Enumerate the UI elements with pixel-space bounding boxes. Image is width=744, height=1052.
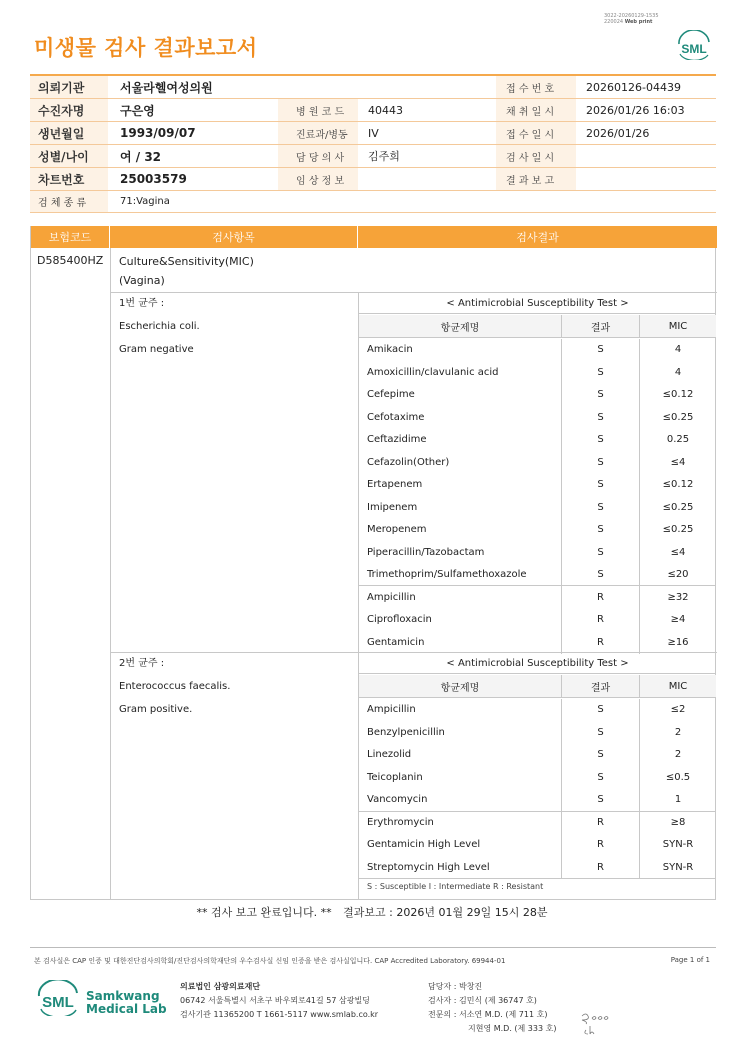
- header-test-item: 검사항목: [110, 226, 358, 248]
- drug-result: S: [562, 789, 640, 812]
- ast-row: [359, 406, 716, 429]
- test-item-specimen: (Vagina): [119, 274, 165, 287]
- drug-result: S: [562, 339, 640, 362]
- ast-row: [359, 744, 716, 767]
- ast-row: [359, 564, 716, 587]
- label-birth-date: 생년월일: [30, 122, 108, 144]
- staff-info: [428, 980, 556, 1036]
- value-patient-name: 구은영: [120, 103, 155, 118]
- drug-mic: ≤0.25: [662, 501, 694, 513]
- label-chart-number: 차트번호: [30, 168, 108, 190]
- value-result-report: [576, 168, 716, 190]
- lab-name: [86, 990, 167, 1016]
- label-clinical-info: 임 상 정 보: [278, 168, 358, 190]
- column-mic: MIC: [668, 680, 688, 692]
- drug-result: R: [562, 586, 640, 609]
- drug-name: Meropenem: [359, 519, 562, 542]
- info-row: [30, 191, 716, 213]
- value-sex-age: 여 / 32: [120, 149, 162, 164]
- drug-name: Imipenem: [359, 496, 562, 519]
- susceptible-resistant-divider: [359, 811, 716, 812]
- sml-logo-icon: [676, 30, 712, 60]
- column-divider: [110, 248, 111, 900]
- drug-mic: ≥32: [667, 591, 689, 603]
- drug-name: Cefepime: [359, 384, 562, 407]
- value-collection-time: 2026/01/26 16:03: [586, 103, 685, 117]
- drug-name: Linezolid: [359, 744, 562, 767]
- ast-row: [359, 474, 716, 497]
- organism-name: Escherichia coli.: [119, 321, 200, 332]
- drug-name: Erythromycin: [359, 811, 562, 834]
- drug-name: Vancomycin: [359, 789, 562, 812]
- label-department: 진료과/병동: [278, 122, 358, 144]
- ast-row: [359, 496, 716, 519]
- ast-row: [359, 721, 716, 744]
- staff-specialist-1: 전문의 : 서소연 M.D. (제 711 호): [428, 1010, 548, 1019]
- label-test-date: 검 사 일 시: [496, 145, 576, 167]
- drug-mic: ≤0.25: [662, 411, 694, 423]
- value-accession-number: 20260126-04439: [586, 80, 681, 94]
- ast-column-header: [359, 315, 716, 338]
- drug-result: S: [562, 474, 640, 497]
- drug-result: S: [562, 451, 640, 474]
- header-insurance-code: 보험코드: [31, 226, 110, 248]
- drug-name: Ampicillin: [359, 699, 562, 722]
- patient-info-table: [30, 74, 716, 213]
- drug-name: Trimethoprim/Sulfamethoxazole: [359, 564, 562, 587]
- column-drug: 항균제명: [359, 315, 562, 337]
- drug-mic: ≤20: [667, 569, 689, 581]
- completion-line: [0, 904, 744, 920]
- info-row: [30, 145, 716, 168]
- organism-2: [119, 652, 230, 721]
- drug-mic: ≤0.12: [662, 389, 694, 401]
- foundation-contact: 검사기관 11365200 T 1661-5117 www.smlab.co.kr: [180, 1010, 379, 1019]
- value-specimen-type: 71:Vagina: [120, 196, 170, 207]
- organism-name: Enterococcus faecalis.: [119, 681, 231, 692]
- ast-row: [359, 384, 716, 407]
- foundation-info: [180, 980, 378, 1022]
- header-test-result: 검사결과: [516, 231, 559, 244]
- drug-mic: ≤0.12: [662, 479, 694, 491]
- test-item-name: Culture&Sensitivity(MIC): [119, 255, 254, 268]
- report-time: 결과보고 : 2026년 01월 29일 15시 28분: [343, 906, 548, 919]
- drug-result: R: [562, 811, 640, 834]
- ast-row: [359, 789, 716, 812]
- drug-name: Teicoplanin: [359, 766, 562, 789]
- drug-result: S: [562, 429, 640, 452]
- drug-result: S: [562, 564, 640, 587]
- drug-result: R: [562, 631, 640, 654]
- drug-result: S: [562, 744, 640, 767]
- insurance-code: D585400HZ: [37, 254, 104, 267]
- ast-row: [359, 609, 716, 632]
- drug-result: S: [562, 541, 640, 564]
- drug-result: R: [562, 609, 640, 632]
- column-result: 결과: [562, 315, 640, 337]
- results-table: [30, 226, 716, 900]
- organism-gram: Gram negative: [119, 344, 194, 355]
- drug-name: Ertapenem: [359, 474, 562, 497]
- results-header: [31, 226, 717, 248]
- drug-mic: 4: [674, 344, 682, 356]
- drug-mic: ≥8: [670, 816, 686, 828]
- drug-name: Cefazolin(Other): [359, 451, 562, 474]
- cap-accreditation: 본 검사실은 CAP 인증 및 대한진단검사의학회/진단검사의학재단의 우수검사실 신임 인증을 받은 검사실입니다. CAP Accredited Laboratory. 69944-01: [34, 957, 506, 965]
- test-item: [119, 252, 254, 290]
- value-department: IV: [368, 126, 379, 140]
- ast-row: [359, 361, 716, 384]
- drug-mic: ≥4: [670, 614, 686, 626]
- label-accession-number: 접 수 번 호: [496, 76, 576, 98]
- ast-row: [359, 429, 716, 452]
- drug-mic: ≤0.5: [665, 771, 691, 783]
- drug-result: S: [562, 519, 640, 542]
- ast-row: [359, 451, 716, 474]
- label-hospital-code: 병 원 코 드: [278, 99, 358, 121]
- result-legend: S : Susceptible I : Intermediate R : Resistant: [367, 882, 544, 891]
- value-receipt-date: 2026/01/26: [586, 126, 650, 140]
- lab-name-line2: Medical Lab: [86, 1002, 167, 1016]
- drug-mic: SYN-R: [662, 839, 694, 851]
- drug-name: Ceftazidime: [359, 429, 562, 452]
- drug-result: S: [562, 361, 640, 384]
- value-clinical-info: [358, 168, 496, 190]
- drug-name: Gentamicin High Level: [359, 834, 562, 857]
- info-row: [30, 99, 716, 122]
- drug-name: Piperacillin/Tazobactam: [359, 541, 562, 564]
- ast-row: [359, 766, 716, 789]
- foundation-address: 06742 서울특별시 서초구 바우뫼로41길 57 삼광빌딩: [180, 996, 370, 1005]
- drug-mic: ≤4: [670, 546, 686, 558]
- drug-result: S: [562, 496, 640, 519]
- drug-mic: 2: [674, 749, 682, 761]
- drug-mic: ≤0.25: [662, 524, 694, 536]
- label-specimen-type: 검 체 종 류: [30, 191, 108, 212]
- ast-row: [359, 586, 716, 609]
- label-physician: 담 당 의 사: [278, 145, 358, 167]
- drug-result: R: [562, 856, 640, 879]
- drug-result: S: [562, 766, 640, 789]
- info-row: [30, 122, 716, 145]
- organism-gram: Gram positive.: [119, 704, 193, 715]
- ast-row: [359, 699, 716, 722]
- ast-row: [359, 519, 716, 542]
- drug-name: Ciprofloxacin: [359, 609, 562, 632]
- drug-mic: 2: [674, 726, 682, 738]
- ast-row: [359, 856, 716, 879]
- ast-title: < Antimicrobial Susceptibility Test >: [359, 293, 716, 314]
- drug-mic: ≥16: [667, 636, 689, 648]
- web-print-label: Web print: [624, 19, 653, 25]
- drug-name: Gentamicin: [359, 631, 562, 654]
- label-sex-age: 성별/나이: [30, 145, 108, 167]
- ast-row: [359, 811, 716, 834]
- organism-label: 2번 균주 :: [119, 658, 165, 669]
- drug-result: S: [562, 699, 640, 722]
- organism-1: [119, 292, 200, 361]
- drug-result: S: [562, 721, 640, 744]
- report-complete-text: ** 검사 보고 완료입니다. **: [196, 906, 332, 919]
- value-test-date: [576, 145, 716, 167]
- drug-result: S: [562, 384, 640, 407]
- label-patient-name: 수진자명: [30, 99, 108, 121]
- page-title: 미생물 검사 결과보고서: [34, 36, 258, 60]
- staff-tester: 검사자 : 김민식 (제 36747 호): [428, 996, 537, 1005]
- ast-row: [359, 541, 716, 564]
- drug-mic: 1: [674, 794, 682, 806]
- staff-manager: 담당자 : 박창진: [428, 982, 483, 991]
- drug-mic: ≤4: [670, 456, 686, 468]
- drug-name: Ampicillin: [359, 586, 562, 609]
- info-row: [30, 168, 716, 191]
- drug-result: R: [562, 834, 640, 857]
- label-requesting-institution: 의뢰기관: [30, 76, 108, 98]
- signature-icon: [578, 1008, 614, 1038]
- column-mic: MIC: [668, 320, 688, 332]
- sml-logo-icon: [36, 980, 80, 1016]
- drug-mic: 4: [674, 366, 682, 378]
- report-reference: [604, 13, 659, 25]
- page-number: Page 1 of 1: [670, 956, 710, 964]
- value-birth-date: 1993/09/07: [120, 126, 196, 140]
- drug-name: Cefotaxime: [359, 406, 562, 429]
- value-requesting-institution: 서울라헬여성의원: [120, 80, 213, 95]
- column-drug: 항균제명: [359, 675, 562, 697]
- ast-column-header: [359, 675, 716, 698]
- staff-specialist-2: 지현영 M.D. (제 333 호): [468, 1024, 557, 1033]
- ast-row: [359, 834, 716, 857]
- drug-name: Amoxicillin/clavulanic acid: [359, 361, 562, 384]
- drug-name: Benzylpenicillin: [359, 721, 562, 744]
- drug-name: Streptomycin High Level: [359, 856, 562, 879]
- value-physician: 김주희: [368, 150, 400, 163]
- susceptible-resistant-divider: [359, 585, 716, 586]
- footer-divider: [30, 947, 716, 948]
- drug-mic: ≤2: [670, 704, 686, 716]
- ast-row: [359, 339, 716, 362]
- label-receipt-date: 접 수 일 시: [496, 122, 576, 144]
- reference-code: 220024: [604, 19, 624, 25]
- ast-row: [359, 631, 716, 654]
- label-result-report: 결 과 보 고: [496, 168, 576, 190]
- label-collection-time: 채 취 일 시: [496, 99, 576, 121]
- organism-label: 1번 균주 :: [119, 298, 165, 309]
- drug-mic: 0.25: [666, 434, 690, 446]
- lab-name-line1: Samkwang: [86, 989, 160, 1003]
- drug-result: S: [562, 406, 640, 429]
- foundation-name: 의료법인 삼광의료재단: [180, 982, 261, 991]
- info-row: [30, 76, 716, 99]
- drug-mic: SYN-R: [662, 861, 694, 873]
- value-hospital-code: 40443: [368, 103, 403, 117]
- column-result: 결과: [562, 675, 640, 697]
- svg-text:SML: SML: [681, 42, 707, 56]
- svg-text:SML: SML: [42, 994, 74, 1011]
- value-chart-number: 25003579: [120, 172, 187, 186]
- reference-number: 3022-20260129-1535: [604, 13, 659, 19]
- legend-divider: [359, 878, 716, 879]
- ast-title: < Antimicrobial Susceptibility Test >: [359, 653, 716, 674]
- drug-name: Amikacin: [359, 339, 562, 362]
